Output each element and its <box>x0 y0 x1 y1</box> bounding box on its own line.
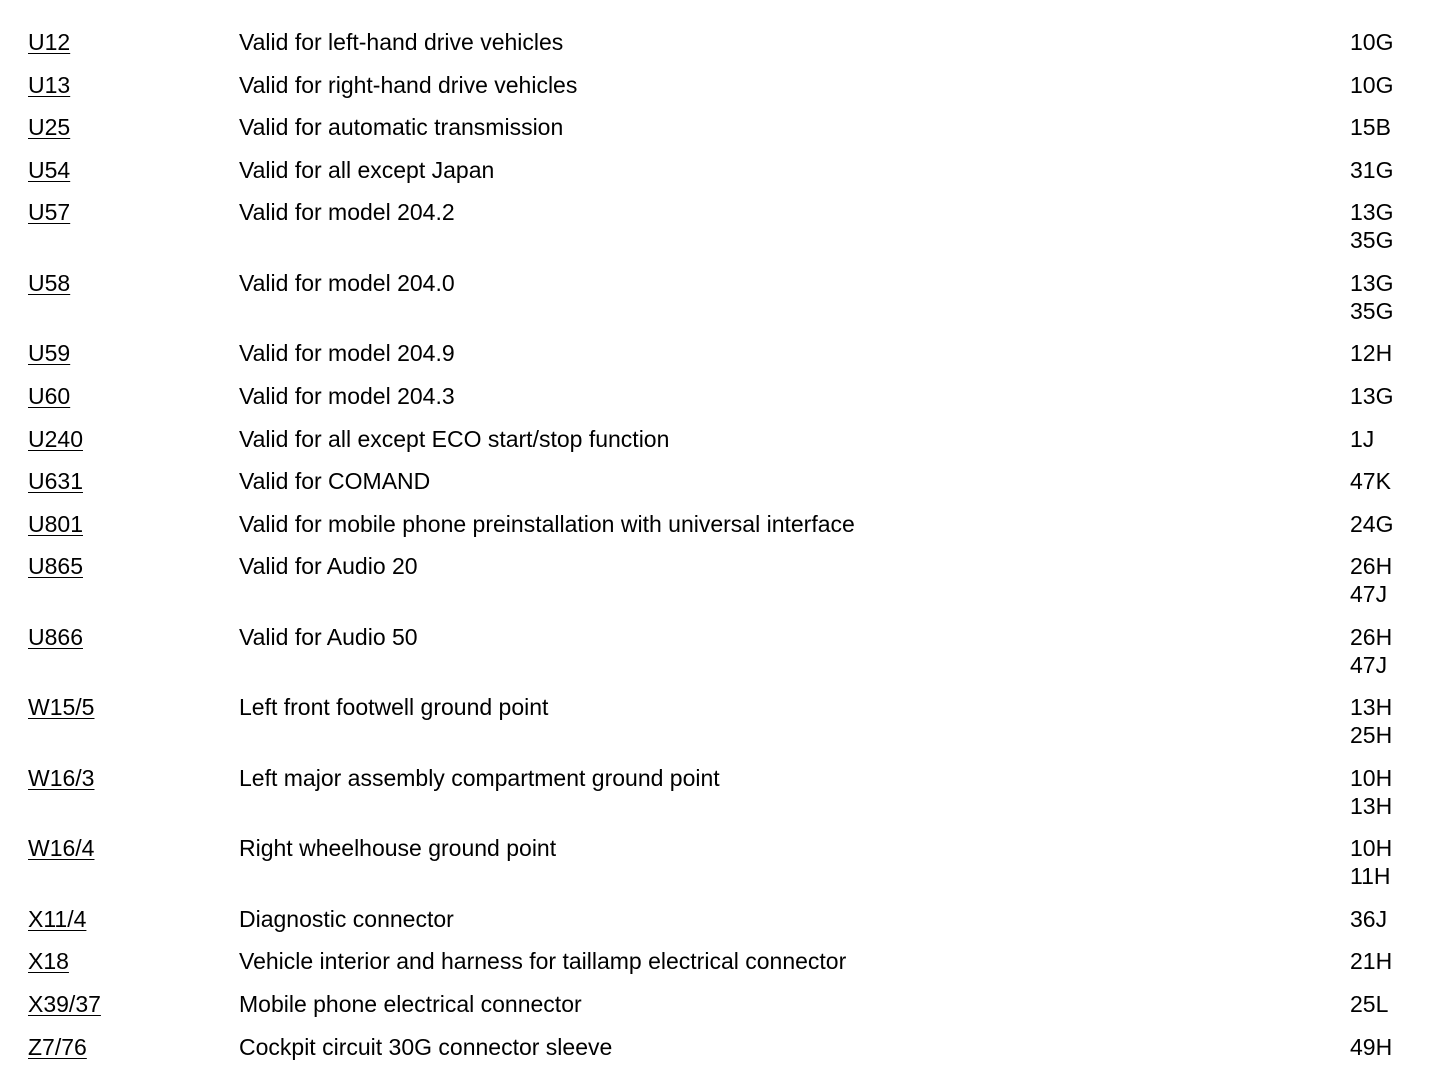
grid-reference <box>1350 156 1430 184</box>
grid-coordinate: 12H <box>1350 340 1393 367</box>
component-code-link[interactable]: U60 <box>28 382 71 409</box>
component-code-link[interactable]: U240 <box>28 425 83 452</box>
component-description: Vehicle interior and harness for taillamp electrical connector <box>239 948 847 975</box>
component-description: Valid for all except Japan <box>239 156 495 183</box>
grid-reference <box>1350 425 1430 453</box>
grid-coordinate: 13G <box>1350 382 1394 409</box>
table-row <box>0 990 1440 1033</box>
grid-coordinate: 35G <box>1350 227 1394 254</box>
table-row <box>0 623 1440 694</box>
grid-reference <box>1350 764 1430 820</box>
grid-coordinate: 10H <box>1350 764 1393 791</box>
component-code-link[interactable]: U58 <box>28 269 71 296</box>
grid-reference <box>1350 834 1430 890</box>
grid-coordinate: 25H <box>1350 722 1393 749</box>
table-row <box>0 467 1440 510</box>
table-row <box>0 339 1440 382</box>
table-row <box>0 382 1440 425</box>
component-description: Left front footwell ground point <box>239 694 549 721</box>
grid-reference <box>1350 28 1430 56</box>
grid-coordinate: 10G <box>1350 29 1394 55</box>
component-description: Valid for model 204.0 <box>239 269 455 296</box>
grid-coordinate: 24G <box>1350 510 1394 537</box>
grid-reference <box>1350 71 1430 99</box>
component-code-link[interactable]: U631 <box>28 468 83 495</box>
grid-coordinate: 11H <box>1350 863 1391 890</box>
component-code-link[interactable]: W15/5 <box>28 694 95 721</box>
grid-reference <box>1350 382 1430 410</box>
component-description: Valid for model 204.9 <box>239 340 455 367</box>
grid-coordinate: 13H <box>1350 792 1393 819</box>
grid-coordinate: 47J <box>1350 651 1388 678</box>
grid-reference <box>1350 552 1430 608</box>
grid-reference <box>1350 693 1430 749</box>
table-row <box>0 834 1440 905</box>
component-description: Valid for model 204.2 <box>239 199 455 226</box>
grid-coordinate: 47K <box>1350 468 1391 495</box>
component-code-link[interactable]: U865 <box>28 553 83 580</box>
grid-reference <box>1350 198 1430 254</box>
grid-reference <box>1350 510 1430 538</box>
grid-reference <box>1350 113 1430 141</box>
component-description: Left major assembly compartment ground point <box>239 764 720 791</box>
grid-reference <box>1350 947 1430 975</box>
component-code-link[interactable]: X39/37 <box>28 991 101 1018</box>
table-row <box>0 947 1440 990</box>
table-row <box>0 156 1440 199</box>
component-description: Mobile phone electrical connector <box>239 991 582 1018</box>
component-description: Valid for automatic transmission <box>239 114 564 141</box>
component-code-link[interactable]: X18 <box>28 948 69 975</box>
grid-coordinate: 31G <box>1350 156 1394 183</box>
component-legend-table <box>0 28 1440 1075</box>
table-row <box>0 269 1440 340</box>
grid-coordinate: 26H <box>1350 553 1393 580</box>
component-code-link[interactable]: U59 <box>28 340 71 367</box>
table-row <box>0 198 1440 269</box>
component-description: Right wheelhouse ground point <box>239 835 557 862</box>
component-description: Valid for left-hand drive vehicles <box>239 29 564 55</box>
component-description: Valid for right-hand drive vehicles <box>239 71 578 98</box>
grid-reference <box>1350 990 1430 1018</box>
table-row <box>0 425 1440 468</box>
grid-reference <box>1350 905 1430 933</box>
component-code-link[interactable]: U54 <box>28 156 71 183</box>
table-row <box>0 764 1440 835</box>
table-row <box>0 905 1440 948</box>
component-code-link[interactable]: U57 <box>28 199 71 226</box>
component-code-link[interactable]: X11/4 <box>28 905 87 932</box>
component-description: Valid for mobile phone preinstallation with universal interface <box>239 510 855 537</box>
component-description: Diagnostic connector <box>239 905 454 932</box>
component-code-link[interactable]: U13 <box>28 71 71 98</box>
table-row <box>0 552 1440 623</box>
table-row <box>0 113 1440 156</box>
grid-coordinate: 15B <box>1350 114 1391 141</box>
grid-reference <box>1350 269 1430 325</box>
grid-coordinate: 26H <box>1350 623 1393 650</box>
grid-reference <box>1350 1033 1430 1061</box>
component-description: Valid for Audio 20 <box>239 553 418 580</box>
grid-coordinate: 13H <box>1350 694 1393 721</box>
component-description: Valid for COMAND <box>239 468 431 495</box>
component-description: Valid for Audio 50 <box>239 623 418 650</box>
grid-reference <box>1350 339 1430 367</box>
grid-reference <box>1350 623 1430 679</box>
component-description: Cockpit circuit 30G connector sleeve <box>239 1033 613 1060</box>
component-code-link[interactable]: U801 <box>28 510 83 537</box>
component-code-link[interactable]: Z7/76 <box>28 1033 87 1060</box>
component-code-link[interactable]: U25 <box>28 114 71 141</box>
grid-coordinate: 10G <box>1350 71 1394 98</box>
grid-reference <box>1350 467 1430 495</box>
table-row <box>0 28 1440 71</box>
grid-coordinate: 25L <box>1350 991 1389 1018</box>
component-code-link[interactable]: U12 <box>28 29 71 55</box>
table-row <box>0 71 1440 114</box>
grid-coordinate: 21H <box>1350 948 1393 975</box>
grid-coordinate: 1J <box>1350 425 1375 452</box>
component-description: Valid for all except ECO start/stop function <box>239 425 670 452</box>
grid-coordinate: 13G <box>1350 269 1394 296</box>
table-row <box>0 510 1440 553</box>
component-code-link[interactable]: W16/3 <box>28 764 95 791</box>
grid-coordinate: 13G <box>1350 199 1394 226</box>
table-row <box>0 1033 1440 1076</box>
table-row <box>0 693 1440 764</box>
component-description: Valid for model 204.3 <box>239 382 455 409</box>
grid-coordinate: 49H <box>1350 1033 1393 1060</box>
component-code-link[interactable]: W16/4 <box>28 835 95 862</box>
grid-coordinate: 36J <box>1350 905 1388 932</box>
component-code-link[interactable]: U866 <box>28 623 83 650</box>
grid-coordinate: 47J <box>1350 581 1388 608</box>
grid-coordinate: 35G <box>1350 297 1394 324</box>
grid-coordinate: 10H <box>1350 835 1393 862</box>
